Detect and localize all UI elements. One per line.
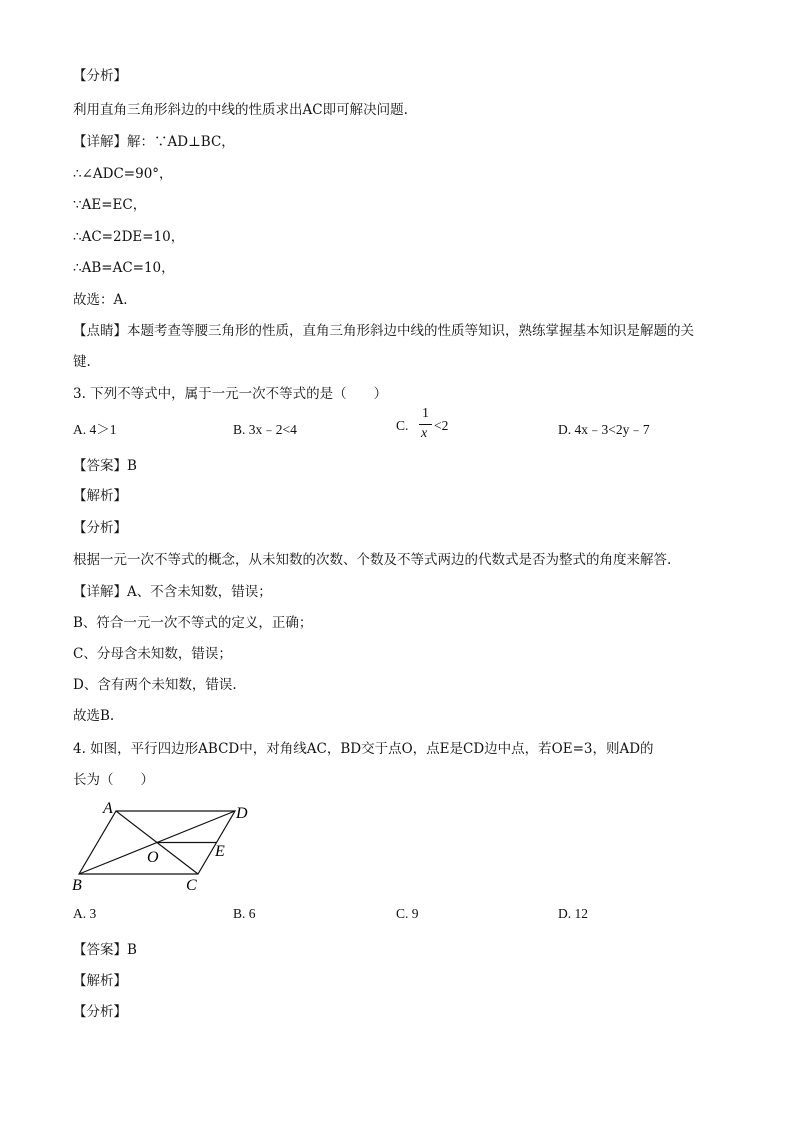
q3-option-c-numerator: 1 bbox=[422, 406, 429, 421]
q3-option-a: A. 4＞1 bbox=[73, 422, 117, 437]
comment-line: 键. bbox=[73, 354, 91, 370]
detail-line: ∵AE=EC， bbox=[73, 197, 147, 213]
q3-explain: 【解析】 bbox=[73, 488, 127, 504]
comment-line: 【点睛】本题考查等腰三角形的性质，直角三角形斜边中线的性质等知识，熟练掌握基本知识是解题的关 bbox=[73, 323, 694, 339]
label-o: O bbox=[147, 849, 159, 866]
q4-stem-line2: 长为（ ） bbox=[73, 772, 154, 788]
detail-line: ∴AB=AC=10， bbox=[73, 260, 175, 276]
q3-option-d: D. 4x﹣3<2y﹣7 bbox=[558, 422, 650, 437]
q4-option-c: C. 9 bbox=[396, 906, 419, 921]
q3-detail-line: B、符合一元一次不等式的定义，正确； bbox=[73, 615, 313, 631]
q4-option-b: B. 6 bbox=[233, 906, 256, 921]
parallelogram-figure bbox=[70, 798, 260, 898]
q3-answer: 【答案】B bbox=[73, 458, 137, 474]
detail-line: 【详解】解：∵AD⊥BC， bbox=[73, 134, 235, 150]
q3-option-c-denominator: x bbox=[421, 426, 428, 441]
q3-analysis-text: 根据一元一次不等式的概念，从未知数的次数、个数及不等式两边的代数式是否为整式的角度来解答. bbox=[73, 552, 672, 568]
q3-choice: 故选B. bbox=[73, 708, 115, 724]
detail-line: ∴∠ADC=90°， bbox=[73, 166, 173, 182]
q3-stem: 3. 下列不等式中，属于一元一次不等式的是（ ） bbox=[73, 386, 388, 402]
detail-line: ∴AC=2DE=10， bbox=[73, 229, 185, 245]
q3-option-b: B. 3x﹣2<4 bbox=[233, 422, 297, 437]
q3-detail-line: D、含有两个未知数，错误. bbox=[73, 677, 237, 693]
q3-detail-line: C、分母含未知数，错误； bbox=[73, 646, 232, 662]
analysis-text: 利用直角三角形斜边的中线的性质求出AC即可解决问题. bbox=[73, 102, 408, 118]
label-a: A bbox=[103, 800, 113, 817]
q4-option-d: D. 12 bbox=[558, 906, 588, 921]
q4-analysis-heading: 【分析】 bbox=[73, 1004, 127, 1020]
detail-line: 故选：A. bbox=[73, 292, 128, 308]
q4-option-a: A. 3 bbox=[73, 906, 97, 921]
q4-answer: 【答案】B bbox=[73, 942, 137, 958]
label-d: D bbox=[236, 805, 248, 822]
q3-detail-line: 【详解】A、不含未知数，错误； bbox=[73, 584, 272, 600]
label-e: E bbox=[215, 843, 225, 860]
label-b: B bbox=[72, 877, 82, 894]
q4-stem-line1: 4. 如图，平行四边形ABCD中，对角线AC，BD交于点O，点E是CD边中点，若OE=3，则AD的 bbox=[73, 741, 654, 757]
q3-option-c-label: C. bbox=[396, 418, 409, 433]
q3-option-c-fraction-bar bbox=[419, 424, 432, 425]
label-c: C bbox=[186, 877, 197, 894]
q3-analysis-heading: 【分析】 bbox=[73, 520, 127, 536]
analysis-heading: 【分析】 bbox=[73, 68, 127, 84]
q3-option-c-rest: <2 bbox=[434, 418, 449, 433]
q4-explain: 【解析】 bbox=[73, 973, 127, 989]
